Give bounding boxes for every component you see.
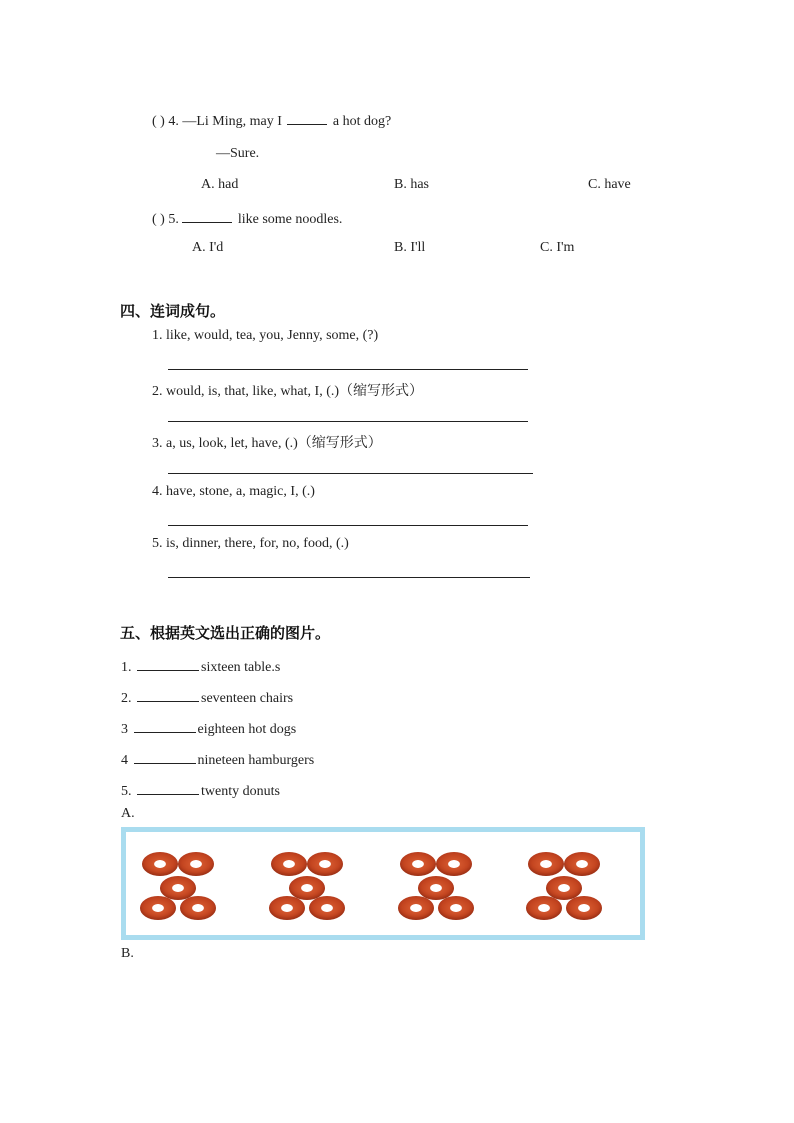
- s4-item-2-words: 2. would, is, that, like, what, I, (.): [152, 384, 340, 399]
- s5-item-3-blank[interactable]: [134, 718, 196, 733]
- donut-icon: [528, 852, 564, 876]
- donut-icon: [178, 852, 214, 876]
- donut-icon: [436, 852, 472, 876]
- donuts-picture[interactable]: [121, 827, 645, 940]
- q5-stem-suffix: like some noodles.: [237, 212, 343, 227]
- section5-heading: 五、根据英文选出正确的图片。: [120, 624, 331, 642]
- s4-item-2-note: （缩写形式）: [339, 383, 424, 399]
- s4-answer-line-5[interactable]: [168, 577, 530, 578]
- s5-item-5-num: 5.: [121, 784, 132, 799]
- s4-answer-line-3[interactable]: [168, 473, 533, 474]
- q5-stem-prefix: 5.: [168, 212, 179, 227]
- s5-item-1-blank[interactable]: [137, 656, 199, 671]
- s5-item-2-blank[interactable]: [137, 687, 199, 702]
- donut-icon: [564, 852, 600, 876]
- donut-icon: [309, 896, 345, 920]
- q5-row: [152, 208, 342, 228]
- s5-item-4-num: 4: [121, 753, 128, 768]
- q5-answer-paren[interactable]: ( ): [152, 212, 165, 227]
- s5-item-3-num: 3: [121, 722, 128, 737]
- s4-item-3-note: （缩写形式）: [297, 435, 382, 451]
- q4-reply: —Sure.: [216, 146, 260, 161]
- donut-icon: [398, 896, 434, 920]
- section4-heading: 四、连词成句。: [120, 302, 226, 320]
- s5-item-1-num: 1.: [121, 660, 132, 675]
- donut-icon: [269, 896, 305, 920]
- donut-group-2: [265, 852, 349, 924]
- s4-item-3-words: 3. a, us, look, let, have, (.): [152, 436, 298, 451]
- s4-item-1-words: 1. like, would, tea, you, Jenny, some, (?): [152, 328, 379, 343]
- q5-option-a: A. I'd: [192, 240, 224, 255]
- donut-icon: [566, 896, 602, 920]
- s5-item-3-text: eighteen hot dogs: [197, 722, 297, 737]
- donut-group-4: [522, 852, 606, 924]
- s5-item-3: [121, 718, 296, 738]
- donut-group-1: [136, 852, 220, 924]
- s4-item-5-words: 5. is, dinner, there, for, no, food, (.): [152, 536, 349, 551]
- s4-answer-line-4[interactable]: [168, 525, 528, 526]
- donut-icon: [142, 852, 178, 876]
- q5-option-c: C. I'm: [540, 240, 575, 255]
- s5-item-4: [121, 749, 314, 769]
- donut-icon: [438, 896, 474, 920]
- donut-icon: [526, 896, 562, 920]
- q4-stem-prefix: 4. —Li Ming, may I: [168, 114, 282, 129]
- s5-item-1: [121, 656, 280, 676]
- donut-icon: [271, 852, 307, 876]
- q4-row: [152, 110, 391, 130]
- option-a-label: A.: [121, 806, 135, 821]
- option-b-label: B.: [121, 946, 134, 961]
- q4-stem-suffix: a hot dog?: [332, 114, 392, 129]
- donut-icon: [307, 852, 343, 876]
- s4-item-4-words: 4. have, stone, a, magic, I, (.): [152, 484, 315, 499]
- s5-item-1-text: sixteen table.s: [201, 660, 281, 675]
- s5-item-4-text: nineteen hamburgers: [197, 753, 315, 768]
- s5-item-5-blank[interactable]: [137, 780, 199, 795]
- donut-icon: [400, 852, 436, 876]
- q5-option-b: B. I'll: [394, 240, 426, 255]
- donut-icon: [180, 896, 216, 920]
- q4-option-a: A. had: [201, 177, 239, 192]
- s5-item-2-text: seventeen chairs: [201, 691, 294, 706]
- s4-item-1: [152, 328, 378, 344]
- s4-item-3: [152, 432, 382, 452]
- q4-option-b: B. has: [394, 177, 429, 192]
- donut-group-3: [394, 852, 478, 924]
- s4-answer-line-2[interactable]: [168, 421, 528, 422]
- s4-item-4: [152, 484, 315, 500]
- donut-icon: [140, 896, 176, 920]
- s5-item-2: [121, 687, 293, 707]
- s5-item-2-num: 2.: [121, 691, 132, 706]
- s5-item-5-text: twenty donuts: [201, 784, 280, 799]
- s4-answer-line-1[interactable]: [168, 369, 528, 370]
- s5-item-4-blank[interactable]: [134, 749, 196, 764]
- s5-item-5: [121, 780, 280, 800]
- q5-blank[interactable]: [182, 208, 232, 223]
- s4-item-2: [152, 380, 423, 400]
- s4-item-5: [152, 536, 349, 552]
- q4-answer-paren[interactable]: ( ): [152, 114, 165, 129]
- q4-blank[interactable]: [287, 110, 327, 125]
- q4-option-c: C. have: [588, 177, 631, 192]
